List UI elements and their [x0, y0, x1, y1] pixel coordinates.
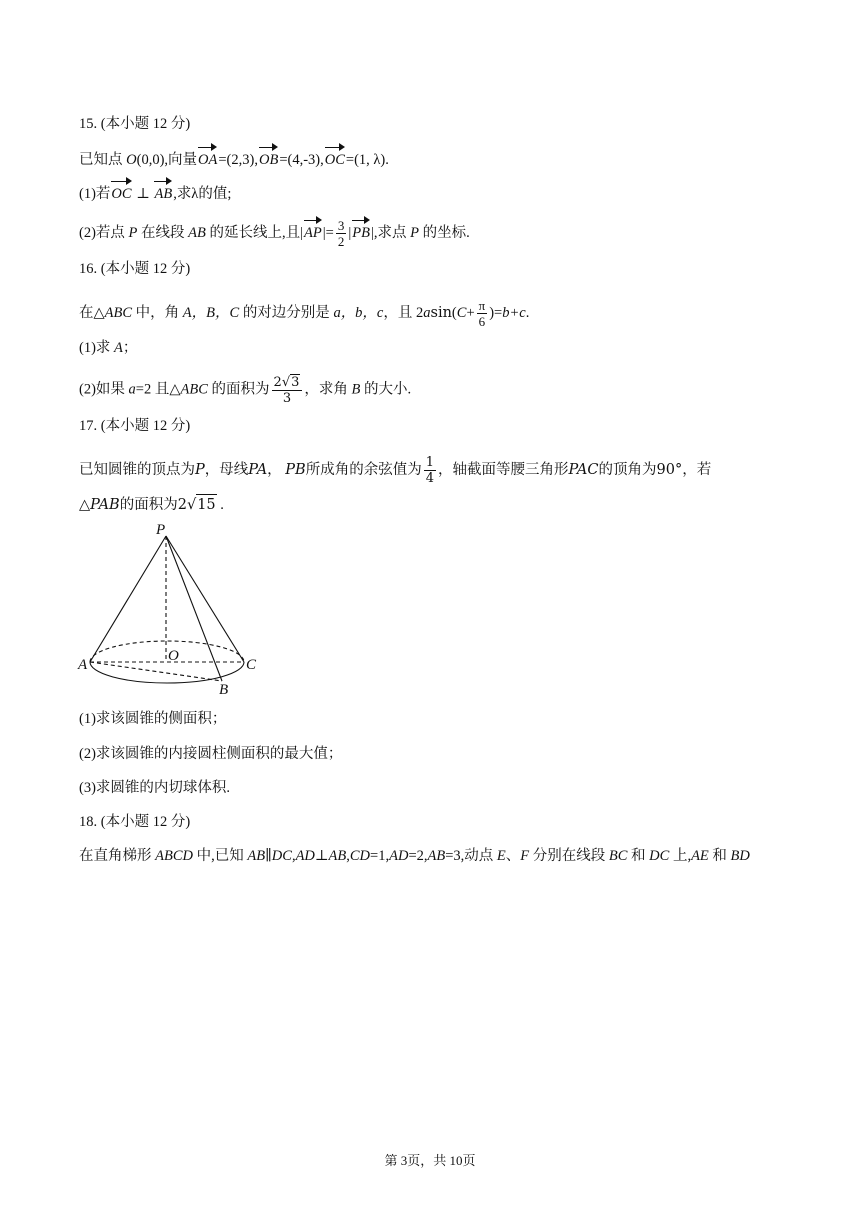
text: 的大小. — [360, 381, 412, 398]
text: 在直角梯形 — [79, 848, 156, 864]
segment-AB: AB — [328, 848, 347, 864]
text: (2)如果 — [79, 381, 129, 398]
fraction-1-4 — [424, 455, 436, 486]
text: =2, — [408, 848, 428, 864]
q17-part1: (1)求该圆锥的侧面积； — [79, 711, 227, 727]
expr-b-plus-c: b+c — [502, 304, 526, 321]
text: 已知圆锥的顶点为 — [79, 461, 195, 478]
perp-symbol: ⊥ — [314, 848, 329, 864]
q16-stem — [79, 298, 529, 329]
text: 的延长线上,且| — [205, 225, 304, 241]
q17-stem — [79, 455, 711, 486]
triangle-symbol: △ — [79, 497, 91, 513]
label-C: C — [246, 657, 257, 673]
triangle-PAB: PAB — [90, 497, 120, 513]
text: 的面积为 — [207, 381, 270, 398]
coefficient: 2 — [177, 497, 187, 513]
denominator: 4 — [425, 471, 434, 486]
text: 的面积为 — [119, 497, 178, 513]
text: ，轴截面等腰三角形 — [438, 461, 569, 478]
q16-part1 — [79, 338, 137, 358]
fraction-3-2 — [336, 218, 347, 249]
text: =(1, λ). — [345, 152, 389, 168]
q18-header: 18. (本小题 12 分) — [79, 814, 191, 830]
segment-BD: BD — [730, 848, 750, 864]
text: |= — [322, 225, 334, 241]
text: . — [216, 497, 224, 513]
text: ,求λ的值; — [173, 186, 232, 202]
point-E: E — [496, 848, 506, 864]
vector-OB: OB — [259, 144, 278, 170]
text: (0,0),向量 — [136, 152, 198, 168]
triangle-ABC: ABC — [104, 304, 133, 321]
q15-header: 15. (本小题 12 分) — [79, 116, 191, 132]
text: ，母线 — [204, 461, 249, 478]
text: ， — [267, 461, 286, 478]
segment-AB: AB — [188, 225, 206, 241]
q16-part2 — [79, 374, 411, 406]
text: (1)若 — [79, 186, 111, 202]
text: 、 — [505, 848, 521, 864]
label-A: A — [78, 657, 88, 673]
coefficient: 2 — [273, 375, 282, 390]
radicand: 15 — [196, 494, 216, 515]
q17-stem-cont — [79, 494, 224, 515]
text: , — [291, 848, 296, 864]
point-P: P — [128, 225, 138, 241]
numerator: 1 — [425, 455, 434, 470]
angle-90: 90° — [656, 461, 683, 478]
radical-sign: √ — [186, 497, 197, 513]
vector-OC: OC — [111, 178, 131, 204]
text: 所成角的余弦值为 — [305, 461, 422, 478]
text: )= — [489, 304, 503, 321]
segment-PA: PA — [248, 461, 268, 478]
text: 的坐标. — [418, 225, 470, 241]
q18-stem — [79, 846, 750, 866]
q15-part2 — [79, 217, 470, 249]
expr-2sqrt15 — [178, 497, 217, 513]
text: , — [346, 848, 350, 864]
text: ； — [122, 340, 138, 356]
text: 中，角 — [132, 304, 183, 321]
label-P: P — [156, 522, 166, 538]
segment-AB: AB — [247, 848, 266, 864]
point-P: P — [195, 461, 205, 478]
fraction-pi-6 — [477, 298, 488, 329]
radicand: 3 — [291, 375, 300, 390]
var-A: A — [114, 340, 123, 356]
triangle-ABC: ABC — [180, 381, 208, 398]
point-F: F — [520, 848, 530, 864]
numerator: 3 — [337, 218, 345, 234]
text: 的顶角为 — [598, 461, 657, 478]
text: 和 — [627, 848, 650, 864]
text: 在△ — [79, 304, 105, 321]
text: 已知点 — [79, 152, 127, 168]
var-a: a — [423, 304, 431, 321]
text: =1, — [370, 848, 390, 864]
denominator: 2 — [337, 234, 345, 250]
segment-AB: AB — [427, 848, 446, 864]
denominator: 6 — [478, 314, 486, 329]
radical-sign: √ — [281, 375, 291, 390]
vector-AP: AP — [304, 217, 322, 243]
segment-DC: DC — [271, 848, 292, 864]
perp-symbol: ⊥ — [132, 186, 154, 202]
label-B: B — [219, 682, 229, 698]
q17-part3: (3)求圆锥的内切球体积. — [79, 780, 231, 796]
var-a: a — [128, 381, 136, 398]
text: ，求角 — [304, 381, 352, 398]
var-B: B — [351, 381, 361, 398]
chord-AB — [90, 662, 222, 681]
cone-figure — [72, 522, 272, 700]
text: ( — [451, 304, 457, 321]
segment-PB: PB — [285, 461, 306, 478]
segment-CD: CD — [349, 848, 371, 864]
generatrix-PA — [90, 536, 166, 662]
denominator: 3 — [282, 391, 292, 406]
q16-header: 16. (本小题 12 分) — [79, 261, 191, 277]
base-ellipse-back — [90, 641, 244, 662]
text: | — [348, 225, 352, 241]
segment-AD: AD — [389, 848, 409, 864]
text: + — [466, 304, 475, 321]
text: 上, — [669, 848, 692, 864]
numerator: π — [478, 298, 486, 313]
point-P: P — [410, 225, 419, 241]
text: 分别在线段 — [529, 848, 609, 864]
segment-AD: AD — [295, 848, 315, 864]
text: . — [525, 304, 530, 321]
q15-part1 — [79, 178, 231, 204]
sides-abc: a，b，c — [333, 304, 384, 321]
q15-stem — [79, 144, 389, 170]
vector-OC: OC — [325, 144, 345, 170]
segment-DC: DC — [649, 848, 670, 864]
text: 和 — [708, 848, 731, 864]
text: ，且 2 — [383, 304, 424, 321]
q17-header: 17. (本小题 12 分) — [79, 418, 191, 434]
fraction-2sqrt3-3 — [272, 374, 303, 406]
parallel-symbol: ∥ — [265, 848, 272, 864]
text: =3,动点 — [445, 848, 497, 864]
generatrix-PC — [166, 536, 244, 662]
text: =(2,3), — [218, 152, 258, 168]
text: (1)求 — [79, 340, 115, 356]
text: |,求点 — [370, 225, 411, 241]
text: =(4,-3), — [279, 152, 324, 168]
page-footer: 第 3页，共 10页 — [384, 1153, 476, 1168]
angles-ABC: A，B，C — [182, 304, 240, 321]
segment-AE: AE — [691, 848, 709, 864]
segment-BC: BC — [608, 848, 628, 864]
label-O: O — [168, 648, 179, 664]
triangle-PAC: PAC — [568, 461, 599, 478]
trapezoid-ABCD: ABCD — [155, 848, 193, 864]
vector-OA: OA — [198, 144, 217, 170]
point-O: O — [126, 152, 137, 168]
sin-function: sin — [430, 304, 452, 321]
numerator — [272, 374, 303, 391]
q17-part2: (2)求该圆锥的内接圆柱侧面积的最大值； — [79, 746, 343, 762]
vector-PB: PB — [352, 217, 370, 243]
text: 中,已知 — [192, 848, 248, 864]
text: ，若 — [682, 461, 712, 478]
text: =2 且△ — [135, 381, 181, 398]
vector-AB: AB — [154, 178, 172, 204]
text: 的对边分别是 — [239, 304, 334, 321]
text: (2)若点 — [79, 225, 129, 241]
var-C: C — [456, 304, 467, 321]
text: 在线段 — [137, 225, 189, 241]
